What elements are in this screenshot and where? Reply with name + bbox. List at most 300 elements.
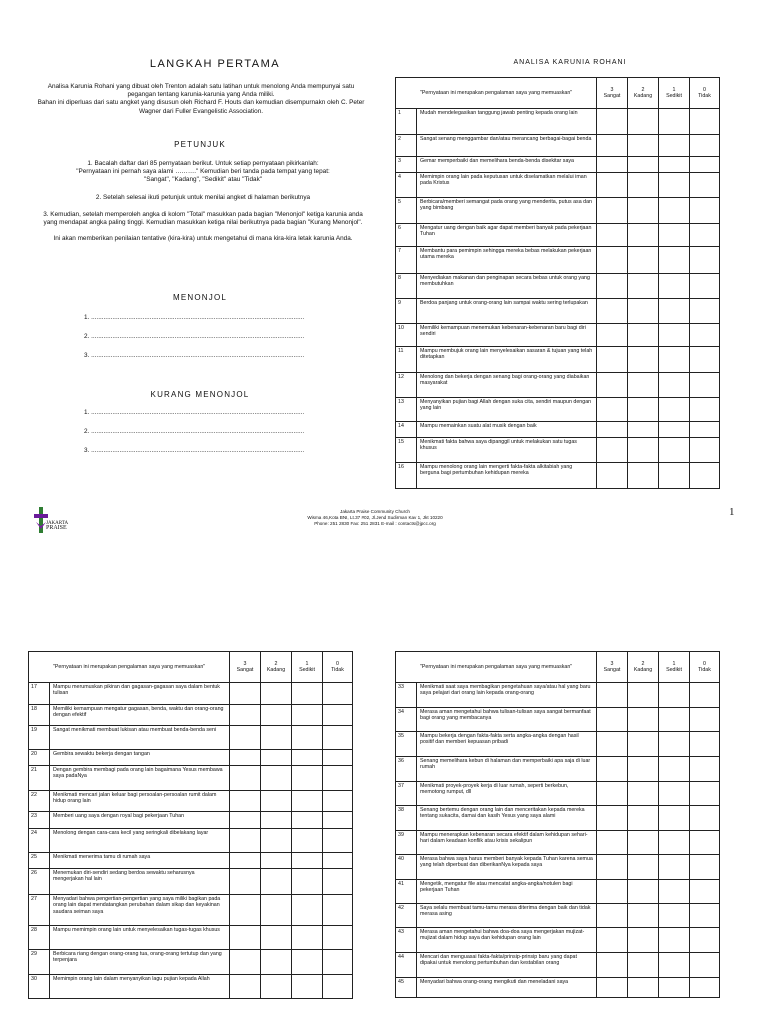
statement-number: 37 [396,782,417,806]
answer-cell-kadang[interactable] [261,812,292,829]
answer-cell-sedikit[interactable] [659,109,690,135]
answer-cell-tidak[interactable] [323,950,353,975]
answer-cell-sedikit[interactable] [659,373,690,398]
statement-number: 20 [29,750,50,766]
answer-cell-tidak[interactable] [323,829,353,853]
answer-cell-tidak[interactable] [690,373,720,398]
answer-cell-tidak[interactable] [323,869,353,895]
answer-cell-kadang[interactable] [261,869,292,895]
statement-text: Menemukan diri-sendiri sedang berdoa sewaktu seharusnya mengerjakan hal lain [50,869,230,895]
answer-cell-sangat[interactable] [597,463,628,489]
statement-number: 36 [396,757,417,782]
table-row [29,926,353,950]
answer-cell-sedikit[interactable] [292,950,323,975]
answer-cell-sedikit[interactable] [292,975,323,999]
table-row [396,978,720,998]
answer-cell-kadang[interactable] [261,926,292,950]
answer-cell-sedikit[interactable] [292,869,323,895]
statement-text: Mampu membujuk orang lain menyelesaikan sasaran & tujuan yang telah ditetapkan [417,347,597,373]
statement-number: 1 [396,109,417,135]
answer-cell-sedikit[interactable] [659,757,690,782]
table-row [396,157,720,173]
answer-cell-sedikit[interactable] [659,683,690,708]
answer-cell-tidak[interactable] [323,853,353,869]
answer-cell-tidak[interactable] [690,904,720,928]
kurang-menonjol-list [84,409,344,466]
statement-number: 42 [396,904,417,928]
statement-text: Menolong dengan cara-cara kecil yang seringkali dibelakang layar [50,829,230,853]
answer-cell-tidak[interactable] [690,757,720,782]
menonjol-line-3[interactable]: 3. ........................................................................................................................ [84,352,305,359]
answer-cell-sangat[interactable] [597,422,628,438]
table-row [396,855,720,880]
statement-number: 18 [29,705,50,726]
table-row [396,109,720,135]
answer-cell-tidak[interactable] [690,398,720,422]
statement-number: 7 [396,247,417,274]
table-row [396,757,720,782]
answer-cell-sangat[interactable] [230,869,261,895]
answer-cell-kadang[interactable] [261,683,292,705]
answer-cell-kadang[interactable] [628,708,659,732]
statement-text: Mencari dan menguasai fakta-fakta/prinsip-prinsip baru yang dapat dipakai untuk menolong pertumbuhan dan kestabilan orang [417,953,597,978]
table-row [396,324,720,347]
answer-cell-sangat[interactable] [597,373,628,398]
answer-cell-sedikit[interactable] [659,422,690,438]
answer-cell-sangat[interactable] [597,347,628,373]
answer-cell-sedikit[interactable] [659,347,690,373]
answer-cell-sangat[interactable] [597,274,628,299]
statement-text: Memiliki kemampuan mengatur gagasan, benda, waktu dan orang-orang dengan efektif [50,705,230,726]
kurang-menonjol-line-2[interactable]: 2. ........................................................................................................................ [84,428,305,435]
table-row [29,975,353,999]
statement-text: Sangat menikmati membuat lukisan atau membuat benda-benda seni [50,726,230,750]
answer-cell-sangat[interactable] [230,975,261,999]
answer-cell-sangat[interactable] [597,157,628,173]
table-row [29,950,353,975]
statement-number: 3 [396,157,417,173]
answer-cell-sedikit[interactable] [292,853,323,869]
answer-cell-sedikit[interactable] [659,928,690,953]
answer-cell-sangat[interactable] [597,928,628,953]
answer-cell-tidak[interactable] [690,683,720,708]
statement-number: 27 [29,895,50,926]
answer-cell-tidak[interactable] [323,895,353,926]
answer-cell-kadang[interactable] [628,299,659,324]
answer-cell-kadang[interactable] [628,422,659,438]
menonjol-heading: MENONJOL [172,293,228,302]
answer-cell-sedikit[interactable] [659,157,690,173]
answer-cell-sedikit[interactable] [292,726,323,750]
answer-cell-sangat[interactable] [597,708,628,732]
footer-contact: Phone: 251 2830 Fax: 251 2831 E-mail : contacts@jpcc.org [314,521,436,527]
statement-text: Mampu memainkan suatu alat musik dengan baik [417,422,597,438]
col-sedikit-header: 1 Sedikit [659,78,690,109]
statement-number: 35 [396,732,417,757]
answer-cell-sangat[interactable] [230,895,261,926]
answer-cell-sangat[interactable] [230,766,261,791]
page-number: 1 [729,506,735,518]
statement-number: 41 [396,880,417,904]
table-row [396,683,720,708]
answer-cell-sangat[interactable] [597,173,628,198]
answer-cell-sangat[interactable] [597,247,628,274]
statement-text: Menikmati proyek-proyek kerja di luar rumah, seperti berkebun, memotong rumput, dll [417,782,597,806]
answer-cell-sangat[interactable] [597,198,628,224]
statement-text: Menyediakan makanan dan penginapan secara bebas untuk orang yang membutuhkan [417,274,597,299]
answer-cell-tidak[interactable] [690,831,720,855]
answer-cell-kadang[interactable] [628,173,659,198]
answer-cell-sangat[interactable] [597,109,628,135]
answer-cell-tidak[interactable] [323,705,353,726]
table-row [29,812,353,829]
statement-text: Merasa bahwa saya harus memberi banyak kepada Tuhan karena semua yang telah diperbuat dan diberikanNya kepada saya [417,855,597,880]
answer-cell-kadang[interactable] [628,324,659,347]
statement-text: Berbicara riang dengan orang-orang tua, orang-orang tertutup dan yang terpenjara [50,950,230,975]
answer-cell-sangat[interactable] [230,726,261,750]
table-row [396,373,720,398]
answer-cell-sangat[interactable] [597,398,628,422]
answer-cell-tidak[interactable] [323,791,353,812]
answer-cell-kadang[interactable] [261,950,292,975]
statement-text: Mengetik, mengatur file atau mencatat angka-angka/notulen bagi pekerjaan Tuhan [417,880,597,904]
table-row [29,766,353,791]
table-row [396,708,720,732]
answer-cell-sedikit[interactable] [659,708,690,732]
answer-cell-tidak[interactable] [690,198,720,224]
col-sangat-header: 3 Sangat [597,78,628,109]
statement-number: 15 [396,438,417,463]
answer-cell-sangat[interactable] [597,324,628,347]
answer-cell-sangat[interactable] [230,683,261,705]
answer-cell-kadang[interactable] [628,806,659,831]
answer-cell-tidak[interactable] [323,683,353,705]
statement-number: 25 [29,853,50,869]
answer-cell-sedikit[interactable] [659,299,690,324]
answer-cell-sedikit[interactable] [659,224,690,247]
logo-line-1: JAKARTA [46,521,69,526]
answer-cell-kadang[interactable] [628,347,659,373]
answer-cell-sedikit[interactable] [659,904,690,928]
answer-cell-tidak[interactable] [690,299,720,324]
menonjol-line-1[interactable]: 1. ........................................................................................................................ [84,314,305,321]
answer-cell-kadang[interactable] [628,953,659,978]
analisa-title: ANALISA KARUNIA ROHANI [513,59,627,66]
answer-cell-kadang[interactable] [628,157,659,173]
statement-number: 13 [396,398,417,422]
footer-address: Wisma 46,Kota BNI, Lt.37 #02, Jl.Jend Sudirman Kav 1, Jkt 10220 [307,515,443,521]
answer-cell-kadang[interactable] [628,880,659,904]
statement-number: 39 [396,831,417,855]
answer-cell-kadang[interactable] [628,928,659,953]
answer-cell-tidak[interactable] [323,766,353,791]
answer-cell-tidak[interactable] [690,347,720,373]
answer-cell-tidak[interactable] [323,812,353,829]
question-table-3 [395,651,720,998]
answer-cell-kadang[interactable] [628,463,659,489]
answer-cell-sangat[interactable] [597,732,628,757]
table-row [396,928,720,953]
statement-number: 30 [29,975,50,999]
table-row [29,895,353,926]
table-row [396,953,720,978]
statement-text: Membantu para pemimpin sehingga mereka bebas melakukan pekerjaan utama mereka [417,247,597,274]
answer-cell-kadang[interactable] [628,224,659,247]
answer-cell-kadang[interactable] [628,109,659,135]
answer-cell-tidak[interactable] [690,953,720,978]
statement-number: 5 [396,198,417,224]
statement-text: Menyanyikan pujian bagi Allah dengan suka cita, sendiri maupun dengan yang lain [417,398,597,422]
answer-cell-sangat[interactable] [230,705,261,726]
table-row [29,750,353,766]
answer-cell-kadang[interactable] [261,975,292,999]
table-row [396,438,720,463]
answer-cell-kadang[interactable] [261,726,292,750]
answer-cell-kadang[interactable] [261,750,292,766]
table-row [29,869,353,895]
table-row [396,463,720,489]
statement-number: 8 [396,274,417,299]
answer-cell-kadang[interactable] [628,373,659,398]
answer-cell-tidak[interactable] [323,726,353,750]
answer-cell-tidak[interactable] [323,926,353,950]
answer-cell-tidak[interactable] [690,247,720,274]
answer-cell-kadang[interactable] [261,829,292,853]
answer-cell-kadang[interactable] [261,705,292,726]
answer-cell-kadang[interactable] [628,247,659,274]
answer-cell-sedikit[interactable] [659,732,690,757]
answer-cell-kadang[interactable] [628,757,659,782]
statement-text: Saya selalu membuat tamu-tamu merasa diterima dengan baik dan tidak merasa asing [417,904,597,928]
answer-cell-tidak[interactable] [690,806,720,831]
answer-cell-tidak[interactable] [690,978,720,998]
question-table-1 [395,77,720,489]
answer-cell-sangat[interactable] [597,299,628,324]
answer-cell-tidak[interactable] [690,880,720,904]
answer-cell-sedikit[interactable] [659,173,690,198]
answer-cell-kadang[interactable] [628,683,659,708]
statement-number: 28 [29,926,50,950]
answer-cell-tidak[interactable] [690,782,720,806]
answer-cell-sedikit[interactable] [659,463,690,489]
table-row [29,726,353,750]
answer-cell-sangat[interactable] [597,831,628,855]
answer-cell-tidak[interactable] [690,928,720,953]
kurang-menonjol-line-1[interactable]: 1. ........................................................................................................................ [84,409,305,416]
answer-cell-sangat[interactable] [597,806,628,831]
answer-cell-sangat[interactable] [597,782,628,806]
instructions [38,160,368,243]
statement-text: Mampu merumuskan pikiran dan gagasan-gagasan saya dalam bentuk tulisan [50,683,230,705]
statement-number: 40 [396,855,417,880]
col-sangat-header: 3 Sangat [597,652,628,683]
answer-cell-tidak[interactable] [690,732,720,757]
answer-cell-sangat[interactable] [597,855,628,880]
answer-cell-sedikit[interactable] [659,978,690,998]
answer-cell-sedikit[interactable] [292,812,323,829]
kurang-menonjol-line-3[interactable]: 3. ........................................................................................................................ [84,447,305,454]
answer-cell-sangat[interactable] [230,853,261,869]
answer-cell-tidak[interactable] [690,708,720,732]
col-sangat-header: 3 Sangat [230,652,261,683]
answer-cell-sangat[interactable] [230,750,261,766]
answer-cell-tidak[interactable] [690,157,720,173]
answer-cell-sedikit[interactable] [659,324,690,347]
table-row [396,274,720,299]
answer-cell-kadang[interactable] [628,978,659,998]
statement-text: Memimpin orang lain pada keputusan untuk diselamatkan melalui iman pada Kristus [417,173,597,198]
instruction-step: 2. Setelah selesai ikuti petunjuk untuk menilai angket di halaman berikutnya [95,194,311,201]
answer-cell-kadang[interactable] [628,398,659,422]
answer-cell-sedikit[interactable] [659,806,690,831]
answer-cell-sangat[interactable] [230,926,261,950]
answer-cell-kadang[interactable] [628,855,659,880]
col-tidak-header: 0 Tidak [690,78,720,109]
answer-cell-sedikit[interactable] [659,135,690,157]
statement-number: 11 [396,347,417,373]
intro-paragraph: Analisa Karunia Rohani yang dibuat oleh Trenton adalah satu latihan untuk menolong Anda mempunyai satu pegangan tentang karunia-karunia yang Anda miliki. [47,83,355,99]
statement-number: 23 [29,812,50,829]
logo-line-2: PRAISE [46,525,67,531]
table-row [29,829,353,853]
answer-cell-tidak[interactable] [690,855,720,880]
answer-cell-sangat[interactable] [597,880,628,904]
statement-number: 9 [396,299,417,324]
answer-cell-sangat[interactable] [597,135,628,157]
answer-cell-kadang[interactable] [628,438,659,463]
menonjol-line-2[interactable]: 2. ........................................................................................................................ [84,333,305,340]
answer-cell-kadang[interactable] [628,904,659,928]
statement-number: 38 [396,806,417,831]
table-row [396,198,720,224]
answer-cell-sangat[interactable] [597,683,628,708]
answer-cell-tidak[interactable] [690,274,720,299]
statement-text: Menikmati fakta bahwa saya dipanggil untuk melakukan satu tugas khusus [417,438,597,463]
statement-number: 17 [29,683,50,705]
statement-text: Menolong dan bekerja dengan senang bagi orang-orang yang diabaikan masyarakat [417,373,597,398]
col-sedikit-header: 1 Sedikit [659,652,690,683]
answer-cell-tidak[interactable] [690,109,720,135]
statement-text: Mampu menerapkan kebenaran secara efektif dalam kehidupan sehari-hari dalam keadaan konflik atau krisis sekalipun [417,831,597,855]
answer-cell-kadang[interactable] [261,895,292,926]
answer-cell-tidak[interactable] [690,438,720,463]
answer-cell-tidak[interactable] [690,135,720,157]
answer-cell-sedikit[interactable] [659,438,690,463]
answer-cell-sedikit[interactable] [659,855,690,880]
statement-number: 21 [29,766,50,791]
table-row [396,806,720,831]
answer-cell-sedikit[interactable] [659,398,690,422]
answer-cell-tidak[interactable] [323,975,353,999]
answer-cell-kadang[interactable] [261,791,292,812]
answer-cell-sedikit[interactable] [292,829,323,853]
statement-text: Gemar memperbaiki dan memelihara benda-benda disekitar saya [417,157,597,173]
answer-cell-kadang[interactable] [628,831,659,855]
answer-cell-sedikit[interactable] [659,953,690,978]
answer-cell-sangat[interactable] [597,904,628,928]
statement-number: 12 [396,373,417,398]
answer-cell-tidak[interactable] [690,324,720,347]
answer-cell-tidak[interactable] [690,224,720,247]
answer-cell-tidak[interactable] [690,422,720,438]
statement-text: Mudah mendelegasikan tanggung jawab penting kepada orang lain [417,109,597,135]
answer-cell-sangat[interactable] [230,950,261,975]
table-row [396,247,720,274]
instruction-step: "Sangat", "Kadang", "Sedikit" atau "Tidak" [143,176,263,183]
answer-cell-sedikit[interactable] [292,895,323,926]
answer-cell-sedikit[interactable] [292,766,323,791]
footer [250,509,500,528]
answer-cell-sangat[interactable] [597,438,628,463]
table-row [396,135,720,157]
answer-cell-sedikit[interactable] [292,791,323,812]
answer-cell-sedikit[interactable] [659,880,690,904]
statement-text: Menikmati saat saya membagikan pengetahuan saya/atau hal yang baru saya pelajari dari orang lain kepada orang-orang [417,683,597,708]
table-row [396,299,720,324]
answer-cell-kadang[interactable] [628,135,659,157]
statement-text: Memiliki kemampuan menemukan kebenaran-kebenaran baru bagi diri sendiri [417,324,597,347]
statement-number: 2 [396,135,417,157]
petunjuk-heading: PETUNJUK [174,140,226,149]
answer-cell-kadang[interactable] [628,274,659,299]
statement-number: 33 [396,683,417,708]
answer-cell-sedikit[interactable] [292,705,323,726]
answer-cell-tidak[interactable] [323,750,353,766]
answer-cell-sangat[interactable] [597,757,628,782]
instruction-step: 3. Kemudian, setelah memperoleh angka di kolom "Total" masukkan pada bagian "Menonjol" ketiga karunia anda yang mendapat angka paling tinggi. Kemudian masukkan ketiga nilai berikutnya pada bagian "Kurang Menonjol". [43,211,363,226]
table-row [29,853,353,869]
answer-cell-sangat[interactable] [230,812,261,829]
answer-cell-sangat[interactable] [230,791,261,812]
statement-number: 19 [29,726,50,750]
answer-cell-kadang[interactable] [261,766,292,791]
statement-text: Menyadari bahwa pengertian-pengertian yang saya miliki bagikan pada orang lain dapat mendatangkan perubahan dalam sikap dan keyakinan saudara seiman saya [50,895,230,926]
answer-cell-sedikit[interactable] [659,247,690,274]
answer-cell-tidak[interactable] [690,173,720,198]
answer-cell-sangat[interactable] [597,978,628,998]
answer-cell-sangat[interactable] [597,953,628,978]
answer-cell-sedikit[interactable] [292,750,323,766]
statement-text: Berbicara/memberi semangat pada orang yang menderita, putus asa dan yang bimbang [417,198,597,224]
table-row [396,880,720,904]
answer-cell-sedikit[interactable] [292,926,323,950]
statement-number: 10 [396,324,417,347]
statement-text: Menikmati menerima tamu di rumah saya [50,853,230,869]
answer-cell-sangat[interactable] [597,224,628,247]
statement-number: 6 [396,224,417,247]
intro-text [36,83,366,118]
statement-number: 43 [396,928,417,953]
answer-cell-kadang[interactable] [628,198,659,224]
answer-cell-kadang[interactable] [261,853,292,869]
answer-cell-sedikit[interactable] [659,782,690,806]
answer-cell-sedikit[interactable] [659,198,690,224]
answer-cell-sedikit[interactable] [292,683,323,705]
answer-cell-sangat[interactable] [230,829,261,853]
answer-cell-sedikit[interactable] [659,831,690,855]
kurang-menonjol-heading: KURANG MENONJOL [150,390,250,399]
answer-cell-tidak[interactable] [690,463,720,489]
col-sedikit-header: 1 Sedikit [292,652,323,683]
answer-cell-kadang[interactable] [628,732,659,757]
statement-text: Mampu memimpin orang lain untuk menyelesaikan tugas-tugas khusus [50,926,230,950]
answer-cell-kadang[interactable] [628,782,659,806]
answer-cell-sedikit[interactable] [659,274,690,299]
statement-number: 14 [396,422,417,438]
statement-text: Memimpin orang lain dalam menyanyikan lagu pujian kepada Allah [50,975,230,999]
intro-paragraph: Bahan ini diperluas dari satu angket yang disusun oleh Richard F. Houts dan kemudian disempurnakn oleh C. Peter Wagner dari Fuller Evangelistic Association. [37,99,365,115]
table-row [396,347,720,373]
